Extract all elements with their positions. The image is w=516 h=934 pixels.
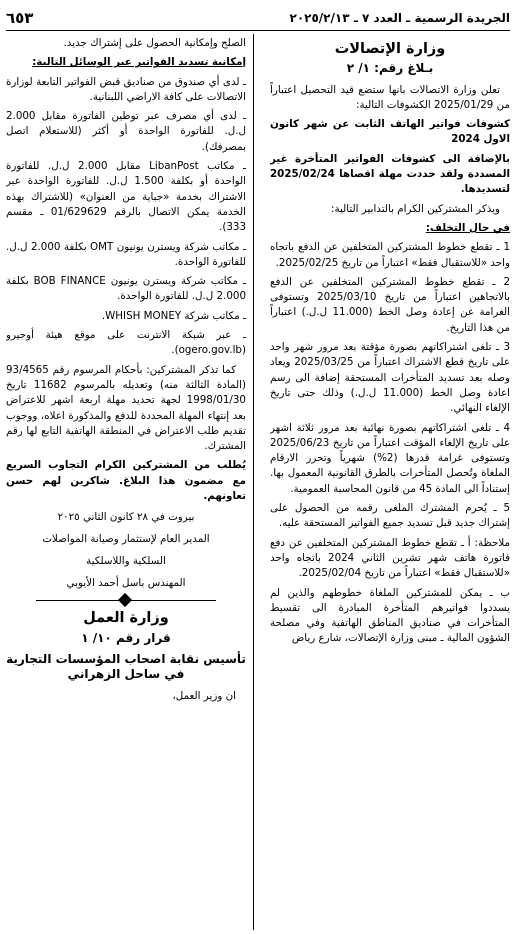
- intro-paragraph: تعلن وزارة الاتصالات بانها ستضع قيد التحصيل اعتباراً من 2025/01/29 الكشوفات التالية:: [270, 83, 510, 111]
- decree-reminder: كما تذكر المشتركين: بأحكام المرسوم رقم 93/4565 (المادة الثالثة منه) وتعديله بالمرسوم 11682 تاريخ 1998/01/30 لجهة تحديد مهلة اربعة اشهر للاعتراض بعد إنتهاء المهلة المحددة للدفع والمذكورة اعلاه، ووجوب تقديم طلب الاعتراض في المنطقة الهاتفية التابع لها رقم المشترك.: [6, 363, 246, 453]
- page-number: ٦٥٣: [6, 9, 34, 27]
- late-heading: في حال التخلف:: [425, 221, 510, 234]
- labor-ministry-title: وزارة العمل: [83, 610, 169, 627]
- measure-item-4: 4 ـ تلغى اشتراكاتهم بصورة نهائية بعد مرور ثلاثة اشهر على تاريخ الإلغاء المؤقت اعتباراً من تاريخ 2025/06/23 وتستوفى غرامة قدرها (2%) شهرياً وتحرر الارقام الملغاة وتُحصل المتأخرات بالطرق القانونية المعمول بها. إستناداً الى المادة 45 من قانون المحاسبة العمومية.: [270, 421, 510, 495]
- bills-heading: كشوفات فواتير الهاتف الثابت عن شهر كانون الاول 2024: [270, 118, 510, 146]
- section-separator: [36, 600, 216, 601]
- overdue-note: بالإضافة الى كشوفات الفواتير المتأخرة غير المسددة ولقد حددت مهلة اقصاها 2025/02/24 لتسديدها.: [270, 152, 510, 196]
- measure-item-2: 2 ـ تقطع خطوط المشتركين المتخلفين عن الدفع بالاتجاهين اعتباراً من تاريخ 2025/03/10 وتستوفى الغرامة عن إعادة وصل الخط (11.000 ل.ل.) اعتباراً من هذا التاريخ.: [270, 275, 510, 334]
- column-divider: [253, 34, 254, 930]
- decision-title-line-1: تأسيس نقابة اصحاب المؤسسات التجارية: [6, 651, 246, 666]
- reminder-line: ويذكر المشتركين الكرام بالتدابير التالية:: [331, 202, 500, 215]
- signatory-name: المهندس باسل أحمد الأيوبي: [66, 577, 186, 590]
- minister-line: ان وزير العمل،: [172, 689, 236, 702]
- decision-title-line-2: في ساحل الزهراني: [67, 667, 185, 682]
- signatory-title-2: السلكية واللاسلكية: [86, 555, 166, 568]
- payment-option-4: ـ مكاتب شركة ويسترن يونيون OMT بكلفة 2.000 ل.ل. للفاتورة الواحدة.: [6, 240, 246, 268]
- ministry-title: وزارة الإتصالات: [334, 41, 446, 57]
- measure-item-5: 5 ـ يُحرم المشترك الملغى رقمه من الحصول على إشتراك جديد قبل تسديد جميع الفواتير المستحقة عليه.: [270, 502, 510, 530]
- left-column: [6, 36, 246, 934]
- measure-item-3: 3 ـ تلغى اشتراكاتهم بصورة مؤقتة بعد مرور شهر واحد على تاريخ قطع الاشتراك اعتباراً من 2025/03/25 ويعاد وصله بعد تسديد المتأخرات المستحقة إضافة الى رسم اعادة وصل الخط (11.000 ل.ل.) وذلك حتى تاريخ الإلغاء النهائي.: [270, 341, 510, 415]
- note-a: ملاحظة: أ ـ تقطع خطوط المشتركين المتخلفين عن دفع فاتورة هاتف شهر تشرين الثاني 2024 باتجاه واحد «للاستقبال فقط» اعتباراً من تاريخ 2025/02/04.: [270, 536, 510, 580]
- payment-option-3: ـ مكاتب LibanPost مقابل 2.000 ل.ل. للفاتورة الواحدة أو بكلفة 1.500 ل.ل. للفاتورة الواحدة عبر الاشتراك بخدمة «جباية من العنوان» (للاشتراك بهذه الخدمة يمكن الاتصال بالرقم 01/629629 ـ مقسم 333).: [6, 160, 246, 234]
- payment-option-2: ـ لدى أي مصرف عبر توطين الفاتورة مقابل 2.000 ل.ل. للفاتورة الواحدة أو أكثر (للاستعلام اتصل بمصرفك).: [6, 110, 246, 153]
- cooperation-request: يُطلب من المشتركين الكرام التجاوب السريع مع مضمون هذا البلاغ. شاكرين لهم حسن تعاونهم.: [6, 459, 246, 503]
- right-column: [270, 36, 510, 934]
- measure-item-1: 1 ـ تقطع خطوط المشتركين المتخلفين عن الدفع باتجاه واحد «للاستقبال فقط» اعتباراً من تاريخ 2025/02/25.: [270, 241, 510, 269]
- decision-number: قرار رقم ١٠/ ١: [81, 630, 171, 645]
- note-b: ب ـ يمكن للمشتركين الملغاة خطوطهم والذين لم يسددوا فواتيرهم المتأخرة المبادرة الى تقسيط المتأخرات في صناديق المناطق الهاتفية وفي مصلحة الشؤون المالية ـ مبنى وزارة الإتصالات، شارع رياض: [270, 586, 510, 645]
- payment-heading: إمكانية تسديد الفواتير عبر الوسائل التالية:: [32, 56, 246, 69]
- continued-text: الصلح وإمكانية الحصول على إشتراك جديد.: [63, 37, 246, 49]
- notice-number: بـلاغ رقم: ١/ ٢: [346, 61, 434, 76]
- journal-issue-line: الجريدة الرسمية ـ العدد ٧ ـ ٢٠٢٥/٢/١٣: [289, 11, 510, 25]
- payment-option-6: ـ مكاتب شركة WHISH MONEY.: [101, 309, 246, 322]
- payment-option-1: ـ لدى أي صندوق من صناديق قبض الفواتير التابعة لوزارة الاتصالات على كافة الاراضي اللبنانية.: [6, 75, 246, 103]
- date-line: بيروت في ٢٨ كانون الثاني ٢٠٢٥: [57, 511, 195, 524]
- payment-option-5: ـ مكاتب شركة ويسترن يونيون BOB FINANCE بكلفة 2.000 ل.ل. للفاتورة الواحدة.: [6, 275, 246, 303]
- signatory-title-1: المدير العام لإستثمار وصيانة المواصلات: [42, 533, 210, 546]
- payment-option-7: ـ عبر شبكة الانترنت على موقع هيئة أوجيرو (ogero.gov.lb).: [6, 329, 246, 357]
- page-header: [6, 6, 510, 31]
